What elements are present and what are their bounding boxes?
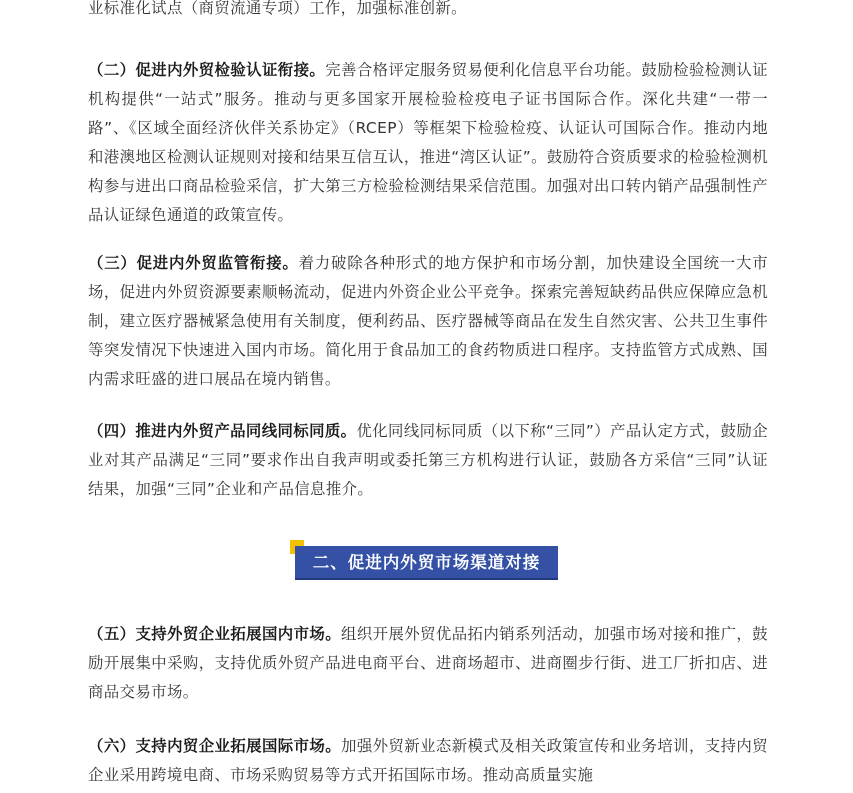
paragraph-lead: （二）促进内外贸检验认证衔接。: [88, 61, 326, 79]
paragraph-domestic-trade-international: [88, 732, 768, 790]
paragraph-fragment-top: [88, 0, 768, 23]
paragraph-inspection-certification: [88, 56, 768, 230]
paragraph-text: 完善合格评定服务贸易便利化信息平台功能。鼓励检验检测认证机构提供“一站式”服务。推动与更多国家开展检验检疫电子证书国际合作。深化共建“一带一路”、《区域全面经济伙伴关系协定》（RCEP）等框架下检验检疫、认证认可国际合作。推动内地和港澳地区检测认证规则对接和结果互信互认，推进“湾区认证”。鼓励符合资质要求的检验检测机构参与进出口商品检验采信，扩大第三方检验检测结果采信范围。加强对出口转内销产品强制性产品认证绿色通道的政策宣传。: [88, 61, 768, 224]
paragraph-lead: （六）支持内贸企业拓展国际市场。: [88, 737, 342, 755]
paragraph-text: 着力破除各种形式的地方保护和市场分割，加快建设全国统一大市场，促进内外贸资源要素顺畅流动，促进内外资企业公平竞争。探索完善短缺药品供应保障应急机制，建立医疗器械紧急使用有关制度，便利药品、医疗器械等商品在发生自然灾害、公共卫生事件等突发情况下快速进入国内市场。简化用于食品加工的食药物质进口程序。支持监管方式成熟、国内需求旺盛的进口展品在境内销售。: [88, 254, 768, 388]
section-heading-label: 二、促进内外贸市场渠道对接: [312, 553, 541, 572]
section-heading: [290, 540, 560, 582]
paragraph-lead: （三）促进内外贸监管衔接。: [88, 254, 299, 272]
paragraph-supervision: [88, 249, 768, 394]
paragraph-text: 组织开展外贸优品拓内销系列活动，加强市场对接和推广，鼓励开展集中采购，支持优质外贸产品进电商平台、进商场超市、进商圈步行街、进工厂折扣店、进商品交易市场。: [88, 625, 768, 701]
paragraph-foreign-trade-domestic: [88, 620, 768, 707]
paragraph-text: 业标准化试点（商贸流通专项）工作，加强标准创新。: [88, 0, 467, 17]
paragraph-text: 加强外贸新业态新模式及相关政策宣传和业务培训，支持内贸企业采用跨境电商、市场采购贸易等方式开拓国际市场。推动高质量实施: [88, 737, 768, 784]
paragraph-same-line-standard: [88, 417, 768, 504]
paragraph-lead: （四）推进内外贸产品同线同标同质。: [88, 422, 357, 440]
paragraph-lead: （五）支持外贸企业拓展国内市场。: [88, 625, 342, 643]
paragraph-text: 优化同线同标同质（以下称“三同”）产品认定方式，鼓励企业对其产品满足“三同”要求作出自我声明或委托第三方机构进行认证，鼓励各方采信“三同”认证结果，加强“三同”企业和产品信息推介。: [88, 422, 768, 498]
